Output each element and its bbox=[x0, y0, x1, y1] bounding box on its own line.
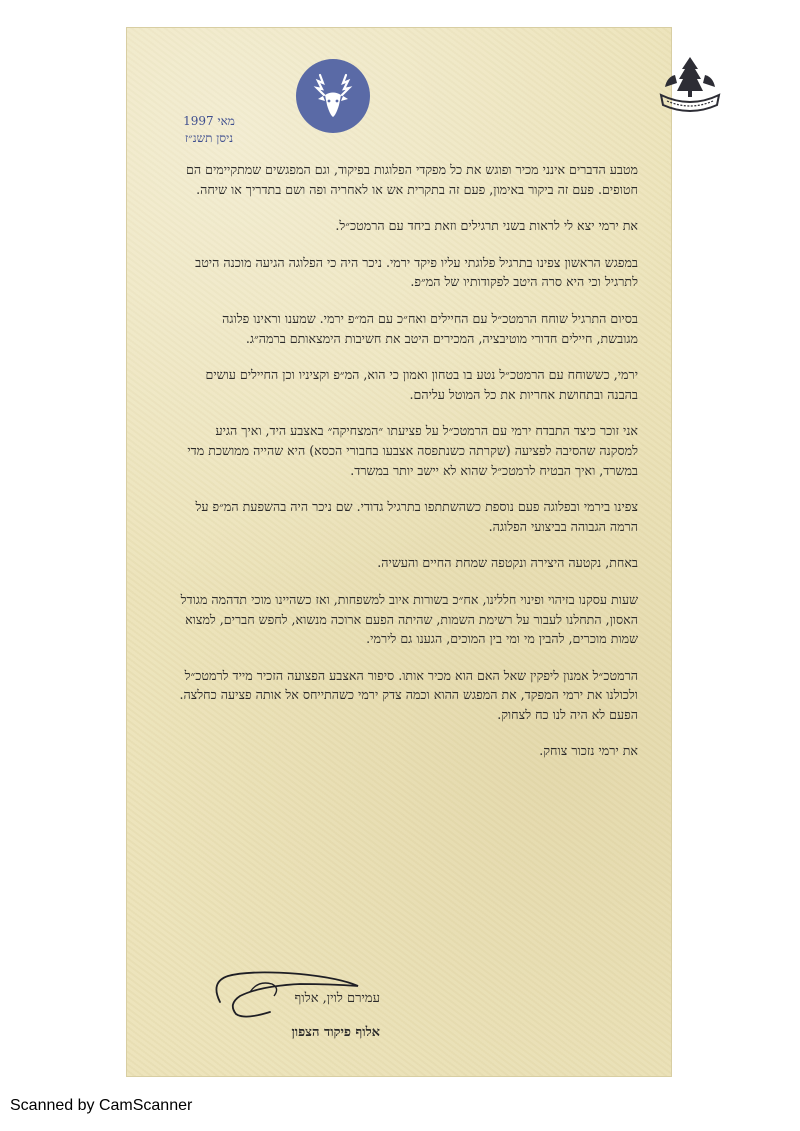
date-hebrew: ניסן תשנ״ז bbox=[184, 131, 234, 145]
signature-name: עמירם לוין, אלוף bbox=[294, 991, 380, 1006]
scanner-watermark: Scanned by CamScanner bbox=[10, 1097, 193, 1114]
deer-head-icon bbox=[296, 59, 370, 133]
paragraph-1: מטבע הדברים אינני מכיר ופוגש את כל מפקדי הפלוגות בפיקוד, וגם המפגשים שמתקיימים הם חטופים. פעם זה ביקור באימון, פעם זה בתקרית אש או לאחריה ופה ושם בתדריך או שיחה. bbox=[186, 162, 638, 197]
paragraph-9: שעות עסקנו בזיהוי ופינוי חללינו, אח״כ בשורות איוב למשפחות, ואז כשהיינו מוכי תדהמה מגודל האסון, התחלנו לעבור על רשימת השמות, שהיתה הפעם ארוכה מנשוא, לחפש חברים, למצוא שמות מוכרים, להבין מי ומי בין המוכים, הגענו גם לירמי. bbox=[180, 591, 638, 647]
paragraph-3: במפגש הראשון צפינו בתרגיל פלוגתי עליו פיקד ירמי. ניכר היה כי הפלוגה הגיעה מוכנה היטב לתרגיל וכי היא סרה היטב לפקודותיו של המ״פ. bbox=[195, 254, 638, 290]
idf-emblem-icon bbox=[655, 55, 725, 119]
paragraph-6: אני זוכר כיצד התבדח ירמי עם הרמטכ״ל על פציעתו ״המצחיקה״ באצבע היד, ואיך הגיע למסקנה שהסיבה לפציעה (שקרתה כשנתפסה אצבעו בחבורי הכסא) היא שהייה ממושכת מדי במשרד, ואיך הבטיח לרמטכ״ל שהוא לא יישב יותר במשרד. bbox=[187, 423, 638, 478]
deer-emblem bbox=[296, 59, 370, 133]
paragraph-5: ירמי, כששוחח עם הרמטכ״ל נטע בו בטחון ואמון כי הוא, המ״פ וקציניו וכן החיילים עושים בהבנה ובתחושת אחריות את כל המוטל עליהם. bbox=[205, 367, 638, 402]
closing-line: את ירמי נזכור צוחק. bbox=[539, 743, 638, 759]
signature-title: אלוף פיקוד הצפון bbox=[291, 1025, 380, 1040]
letter-date bbox=[156, 113, 262, 147]
date-gregorian: מאי 1997 bbox=[183, 114, 235, 128]
paragraph-10: הרמטכ״ל אמנון ליפקין שאל האם הוא מכיר אותו. סיפור האצבע הפצועה הזכיר מייד לרמטכ״ל ולכולנו את ירמי המפקד, את המפגש ההוא וכמה צדק ירמי כשהתייחס אל אותה פציעה כחלצה. הפעם לא היה לנו כח לצחוק. bbox=[179, 667, 638, 722]
paragraph-7: צפינו בירמי ובפלוגה פעם נוספת כשהשתתפו בתרגיל גדודי. שם ניכר היה בהשפעת המ״פ על הרמה הגבוהה בביצועי הפלוגה. bbox=[195, 499, 638, 534]
paragraph-8: באחת, נקטעה היצירה ונקטפה שמחת החיים והעשיה. bbox=[377, 555, 638, 571]
paragraph-4: בסיום התרגיל שוחח הרמטכ״ל עם החיילים ואח״כ עם המ״פ ירמי. שמענו וראינו פלוגה מגובשת, חיילים חדורי מוטיבציה, המכירים היטב את חשיבות הימצאותם ברמה״ג. bbox=[222, 310, 638, 346]
letter-body bbox=[178, 160, 638, 778]
paragraph-2: את ירמי יצא לי לראות בשני תרגילים וזאת ביחד עם הרמטכ״ל. bbox=[335, 218, 638, 234]
